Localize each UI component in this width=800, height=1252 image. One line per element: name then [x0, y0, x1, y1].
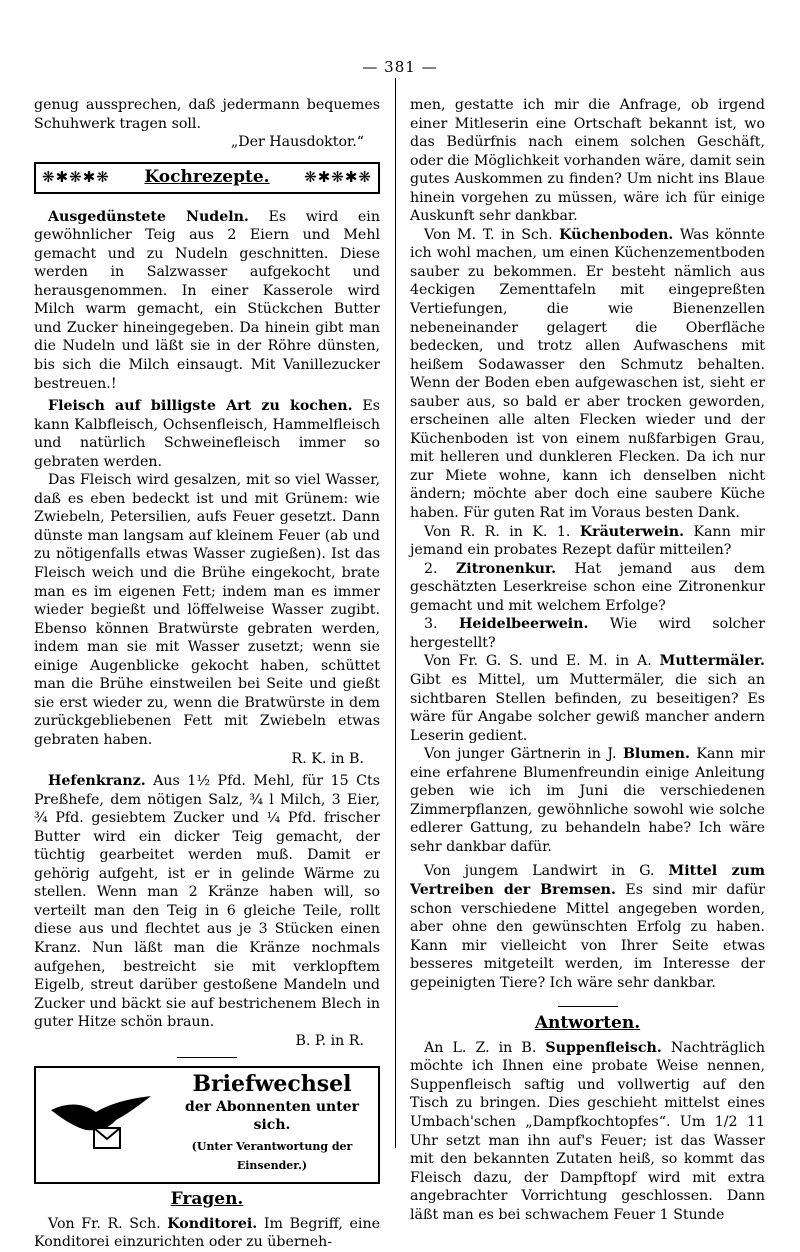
question-muttermaeler: Von Fr. G. S. und E. M. in A. Muttermäler. Gibt es Mittel, um Muttermäler, die sich an sichtbaren Stellen befinden, zu beseitigen? Es wäre für Angabe solcher gewiß mancher andern Leserin gedient. [410, 653, 765, 744]
correspondence-title: Briefwechsel [192, 1071, 352, 1098]
recipe-nudeln: Ausgedünstete Nudeln. Es wird ein gewöhnlicher Teig aus 2 Eiern und Mehl gemacht und zu Nudeln geschnitten. Diese werden in Salzwasser aufgekocht und herausgenommen. In einer Kasserole wird Milch warm gemacht, ein Stückchen Butter und Zucker hineingegeben. Da hinein gibt man die Nudeln und läßt sie in der Röhre dünsten, bis sich die Milch einsaugt. Mit Vanillezucker bestreuen.! [34, 208, 380, 392]
recipe-fleisch-signature: R. K. in B. [291, 750, 364, 767]
page-number: — 381 — [362, 58, 438, 76]
question-heidelbeerwein: 3. Heidelbeerwein. Wie wird solcher hergestellt? [410, 616, 766, 651]
answer-suppenfleisch: An L. Z. in B. Suppenfleisch. Nachträglich möchte ich Ihnen eine probate Weise nennen, Suppenfleisch saftig und vollwertig auf den Tisch zu bringen. Dies geschieht mittelst eines Umbach'schen „Dampfkochtopfes“. Um 1/2 11 Uhr setzt man ihn auf's Feuer; ist das Wasser mit den bekannten Zutaten heiß, so kommt das Fleisch dazu, der Dampftopf wird mit extra angebrachter Vorrichtung geschlossen. Dann läßt man es bei schwachem Feuer 1 Stunde [410, 1039, 765, 1223]
correspondence-note: (Unter Verantwortung der Einsender.) [191, 1140, 353, 1172]
ornament-right-icon: ❋✱❋✱❋ [304, 168, 372, 187]
recipe-hefenkranz: Hefenkranz. Aus 1½ Pfd. Mehl, für 15 Cts Preßhefe, dem nötigen Salz, ¾ l Milch, 3 Eier, ¾ Pfd. gesiebtem Zucker und ¼ Pfd. frischer Butter wird ein dicker Teig gemacht, der tüchtig gearbeitet werden muß. Damit er gehörig aufgeht, ist er in gelinde Wärme zu stellen. Wenn man 2 Kränze haben will, so verteilt man den Teig in 6 gleiche Teile, rollt diese aus und flechtet aus je 3 Stücken einen Kranz. Nun läßt man die Kränze nochmals aufgehen, bestreicht sie mit verklopftem Eigelb, streut darüber gestoßene Mandeln und Zucker und bäckt sie auf bestrichenem Blech in guter Hitze schön braun. [34, 773, 381, 1031]
column-divider [395, 78, 396, 1148]
correspondence-subtitle: der Abonnenten unter sich. [185, 1098, 359, 1134]
question-kraeuterwein: Von R. R. in K. 1. Kräuterwein. Kann mir jemand ein probates Rezept dafür mitteilen? [410, 523, 766, 559]
intro-signature: „Der Hausdoktor.“ [230, 134, 364, 151]
question-zitronenkur: 2. Zitronenkur. Hat jemand aus dem geschätzten Leserkreise schon eine Zitronenkur gemacht und mit welchem Erfolge? [410, 560, 765, 614]
question-konditorei-cont: men, gestatte ich mir die Anfrage, ob irgend einer Mitleserin eine Ortschaft bekannt ist, wo das Bedürfnis nach einem solchen Geschäft, oder die Möglichkeit vorhanden wäre, damit sein gutes Auskommen zu finden? Um nicht ins Blaue hinein vorgehen zu müssen, wäre ich für einige Auskunft sehr dankbar. [410, 97, 765, 225]
answers-heading: Antworten. [534, 1013, 641, 1034]
intro-text: genug aussprechen, daß jedermann bequemes Schuhwerk tragen soll. [34, 97, 380, 132]
question-bremsen: Von jungem Landwirt in G. Mittel zum Vertreiben der Bremsen. Es sind mir dafür schon verschiedene Mittel angegeben worden, aber ohne den gewünschten Erfolg zu haben. Kann mir vielleicht von Ihrer Seite etwas besseres mitgeteilt werden, im Interesse der gepeinigten Tiere? Ich wäre sehr dankbar. [410, 863, 765, 991]
correspondence-box [34, 1066, 380, 1184]
recipe-fleisch: Fleisch auf billigste Art zu kochen. Es kann Kalbfleisch, Ochsenfleisch, Hammelfleisch und natürlich Schweinefleisch immer so gebraten werden. [34, 398, 380, 470]
separator [177, 1057, 237, 1058]
recipes-banner [34, 162, 380, 194]
bird-with-letter-icon [36, 1090, 166, 1160]
recipes-heading: Kochrezepte. [144, 167, 270, 188]
question-konditorei: Von Fr. R. Sch. Konditorei. Im Begriff, eine Konditorei einzurichten oder zu überneh- [34, 1215, 380, 1251]
right-column [410, 96, 765, 1224]
questions-heading: Fragen. [170, 1189, 244, 1210]
separator-right [558, 1006, 618, 1007]
question-blumen: Von junger Gärtnerin in J. Blumen. Kann mir eine erfahrene Blumenfreundin einige Anleitung geben wie ich im Juni die verschiedenen Zimmerpflanzen, gewöhnliche sowohl wie solche edlerer Gattung, zu behandeln habe? Ich wäre sehr dankbar dafür. [410, 746, 765, 855]
ornament-left-icon: ❋✱❋✱❋ [42, 168, 110, 187]
left-column [34, 96, 380, 1252]
recipe-fleisch-body: Das Fleisch wird gesalzen, mit so viel Wasser, daß es eben bedeckt ist und mit Grünem: wie Zwiebeln, Petersilien, aufs Feuer gesetzt. Dann dünste man langsam auf kleinem Feuer (ab und zu nötigenfalls etwas Wasser zugießen). Ist das Fleisch weich und die Brühe eingekocht, brate man es im eigenen Fett; indem man es immer wieder begießt und löffelweise Wasser zugibt. Ebenso können Bratwürste gebraten werden, indem man sie mit Wasser zusetzt; wenn sie einige Augenblicke gekocht haben, schüttet man die Brühe einstweilen bei Seite und gießt sie erst wieder zu, wenn die Bratwürste in dem zurückgebliebenen Fett mit Zwiebeln etwas gebraten haben. [34, 472, 380, 748]
recipe-hefenkranz-signature: B. P. in R. [295, 1032, 364, 1049]
question-kuechenboden: Von M. T. in Sch. Küchenboden. Was könnte ich wohl machen, um einen Küchenzementboden sauber zu bekommen. Er besteht nämlich aus 4eckigen Zementtafeln mit eingepreßten Vertiefungen, die wie Bienenzellen nebeneinander gelagert die Oberfläche bedecken, und trotz allen Aufwaschens mit heißem Sodawasser den Schmutz behalten. Wenn der Boden eben aufgewaschen ist, sieht er sauber aus, so bald er aber trocken geworden, erscheinen alle alten Flecken wieder und der Küchenboden ist von einem nußfarbigen Grau, mit helleren und dunkleren Flecken. Da ich nur zur Miete wohne, kann ich denselben nicht ändern; möchte aber doch eine saubere Küche haben. Für guten Rat im Voraus besten Dank. [410, 226, 766, 522]
